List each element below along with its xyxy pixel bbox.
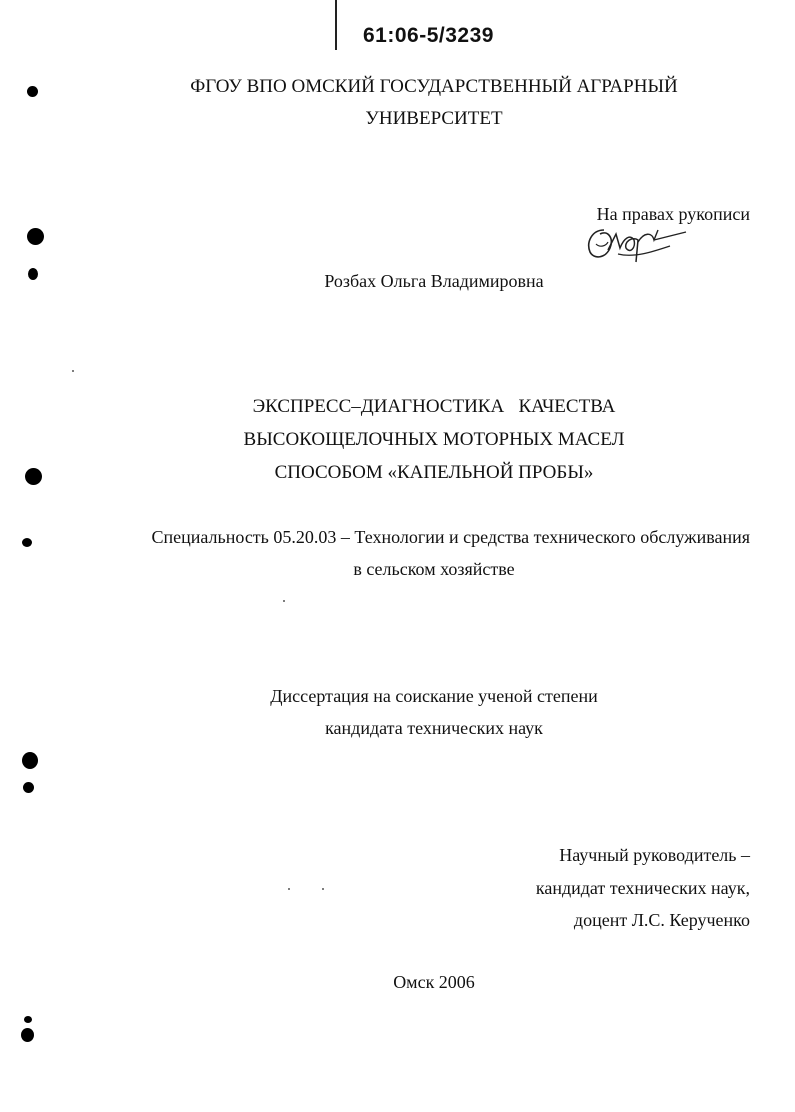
scan-speck bbox=[283, 600, 285, 602]
binding-hole bbox=[27, 228, 44, 245]
stamp-divider bbox=[335, 0, 337, 50]
binding-hole bbox=[22, 538, 32, 547]
specialty-line-2: в сельском хозяйстве bbox=[353, 559, 515, 579]
specialty-line-1: Специальность 05.20.03 – Технологии и средства технического обслуживания bbox=[151, 527, 750, 547]
supervisor-line-3: доцент Л.С. Керученко bbox=[573, 910, 750, 930]
thesis-title-line-1: ЭКСПРЕСС–ДИАГНОСТИКА КАЧЕСТВА bbox=[252, 396, 616, 417]
signature-mark bbox=[578, 218, 688, 268]
supervisor-line-1: Научный руководитель – bbox=[559, 845, 750, 865]
manuscript-note: На правах рукописи bbox=[596, 204, 750, 224]
archive-code: 61:06-5/3239 bbox=[363, 24, 494, 47]
scan-speck bbox=[288, 888, 290, 890]
dissertation-line-2: кандидата технических наук bbox=[325, 718, 543, 738]
thesis-title-line-3: СПОСОБОМ «КАПЕЛЬНОЙ ПРОБЫ» bbox=[274, 462, 594, 483]
scan-speck bbox=[322, 888, 324, 890]
institution-line-2: УНИВЕРСИТЕТ bbox=[365, 108, 503, 129]
binding-hole bbox=[21, 1028, 34, 1042]
supervisor-line-2: кандидат технических наук, bbox=[535, 878, 750, 898]
author-name: Розбах Ольга Владимировна bbox=[324, 271, 544, 291]
dissertation-line-1: Диссертация на соискание ученой степени bbox=[270, 686, 598, 706]
binding-hole bbox=[24, 1016, 32, 1023]
binding-hole bbox=[23, 782, 34, 793]
thesis-title-line-2: ВЫСОКОЩЕЛОЧНЫХ МОТОРНЫХ МАСЕЛ bbox=[243, 429, 625, 450]
place-year: Омск 2006 bbox=[393, 972, 475, 992]
binding-hole bbox=[22, 752, 38, 769]
scan-speck bbox=[72, 370, 74, 372]
institution-line-1: ФГОУ ВПО ОМСКИЙ ГОСУДАРСТВЕННЫЙ АГРАРНЫЙ bbox=[190, 76, 678, 97]
